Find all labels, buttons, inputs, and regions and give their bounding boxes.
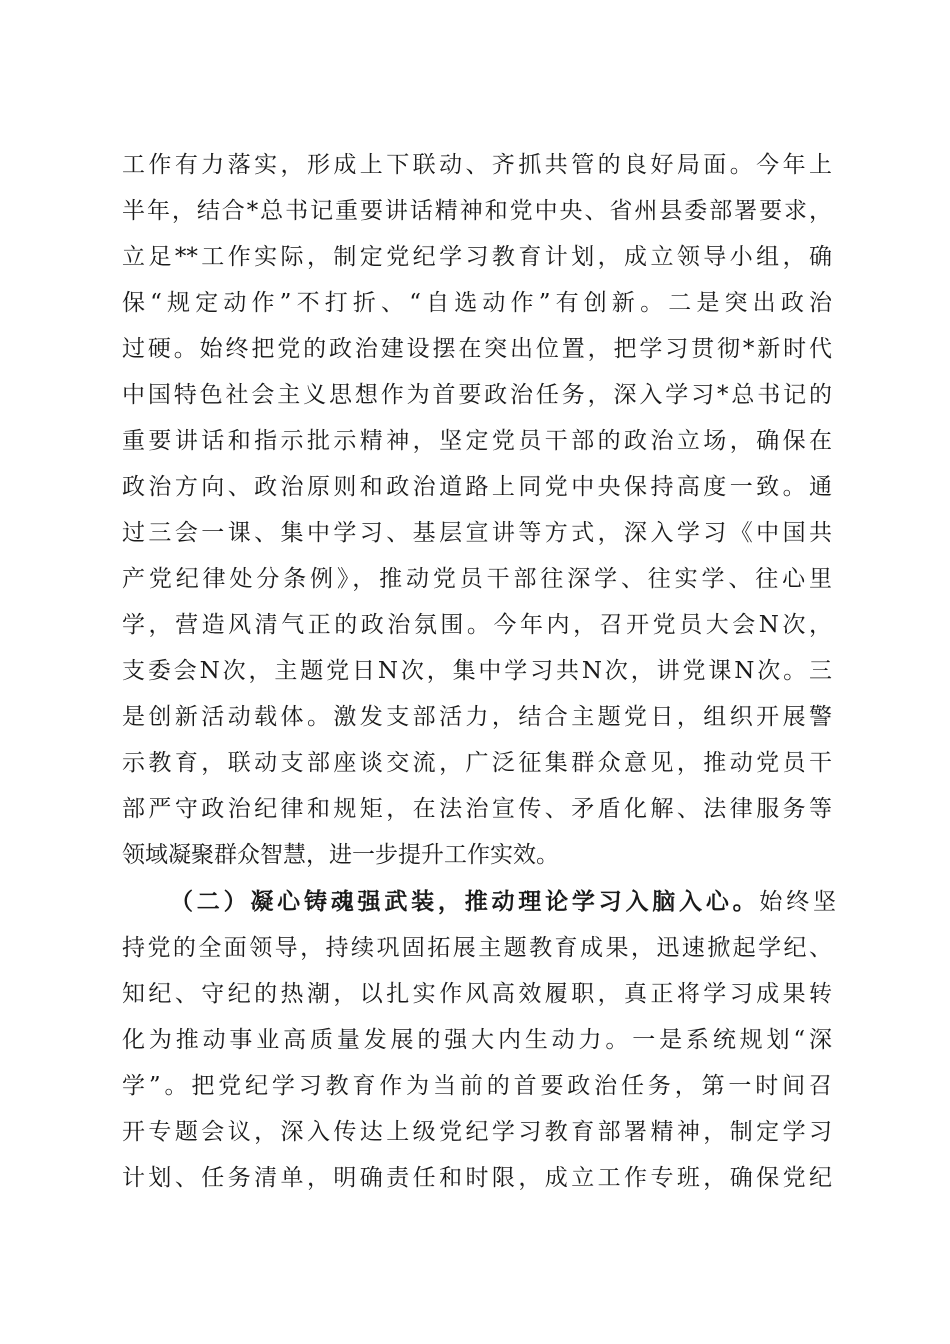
text-line: 政治方向、政治原则和政治道路上同党中央保持高度一致。通 xyxy=(122,474,832,500)
text-line: 是创新活动载体。激发支部活力，结合主题党日，组织开展警 xyxy=(122,704,832,730)
text-line: 过硬。始终把党的政治建设摆在突出位置，把学习贯彻*新时代 xyxy=(122,336,832,362)
text-line: 学”。把党纪学习教育作为当前的首要政治任务，第一时间召 xyxy=(122,1073,832,1099)
text-line: 产党纪律处分条例》，推动党员干部往深学、往实学、往心里 xyxy=(122,566,832,592)
text-line: 保“规定动作”不打折、“自选动作”有创新。二是突出政治 xyxy=(122,290,832,316)
text-line: 化为推动事业高质量发展的强大内生动力。一是系统规划“深 xyxy=(122,1027,832,1053)
text-line: 部严守政治纪律和规矩，在法治宣传、矛盾化解、法律服务等 xyxy=(122,796,832,822)
section-heading: （二）凝心铸魂强武装，推动理论学习入脑入心。 xyxy=(170,888,760,915)
section-heading-line xyxy=(170,880,836,924)
text-line: 计划、任务清单，明确责任和时限，成立工作专班，确保党纪 xyxy=(122,1165,832,1191)
text-line: 支委会N次，主题党日N次，集中学习共N次，讲党课N次。三 xyxy=(122,658,832,684)
text-line: 持党的全面领导，持续巩固拓展主题教育成果，迅速掀起学纪、 xyxy=(122,935,832,961)
text-line: 重要讲话和指示批示精神，坚定党员干部的政治立场，确保在 xyxy=(122,428,832,454)
text-line: 学，营造风清气正的政治氛围。今年内，召开党员大会N次， xyxy=(122,612,832,638)
text-line: 过三会一课、集中学习、基层宣讲等方式，深入学习《中国共 xyxy=(122,520,832,546)
text-line: 示教育，联动支部座谈交流，广泛征集群众意见，推动党员干 xyxy=(122,750,832,776)
text-line: 领域凝聚群众智慧，进一步提升工作实效。 xyxy=(122,842,559,868)
text-line: 开专题会议，深入传达上级党纪学习教育部署精神，制定学习 xyxy=(122,1119,832,1145)
text-line: 立足**工作实际，制定党纪学习教育计划，成立领导小组，确 xyxy=(122,244,832,270)
text-line: 工作有力落实，形成上下联动、齐抓共管的良好局面。今年上 xyxy=(122,152,832,178)
text-line: 半年，结合*总书记重要讲话精神和党中央、省州县委部署要求， xyxy=(122,198,832,224)
text-line: 中国特色社会主义思想作为首要政治任务，深入学习*总书记的 xyxy=(122,382,832,408)
text-line: 知纪、守纪的热潮，以扎实作风高效履职，真正将学习成果转 xyxy=(122,981,832,1007)
section-heading-rest: 始终坚 xyxy=(759,889,837,915)
